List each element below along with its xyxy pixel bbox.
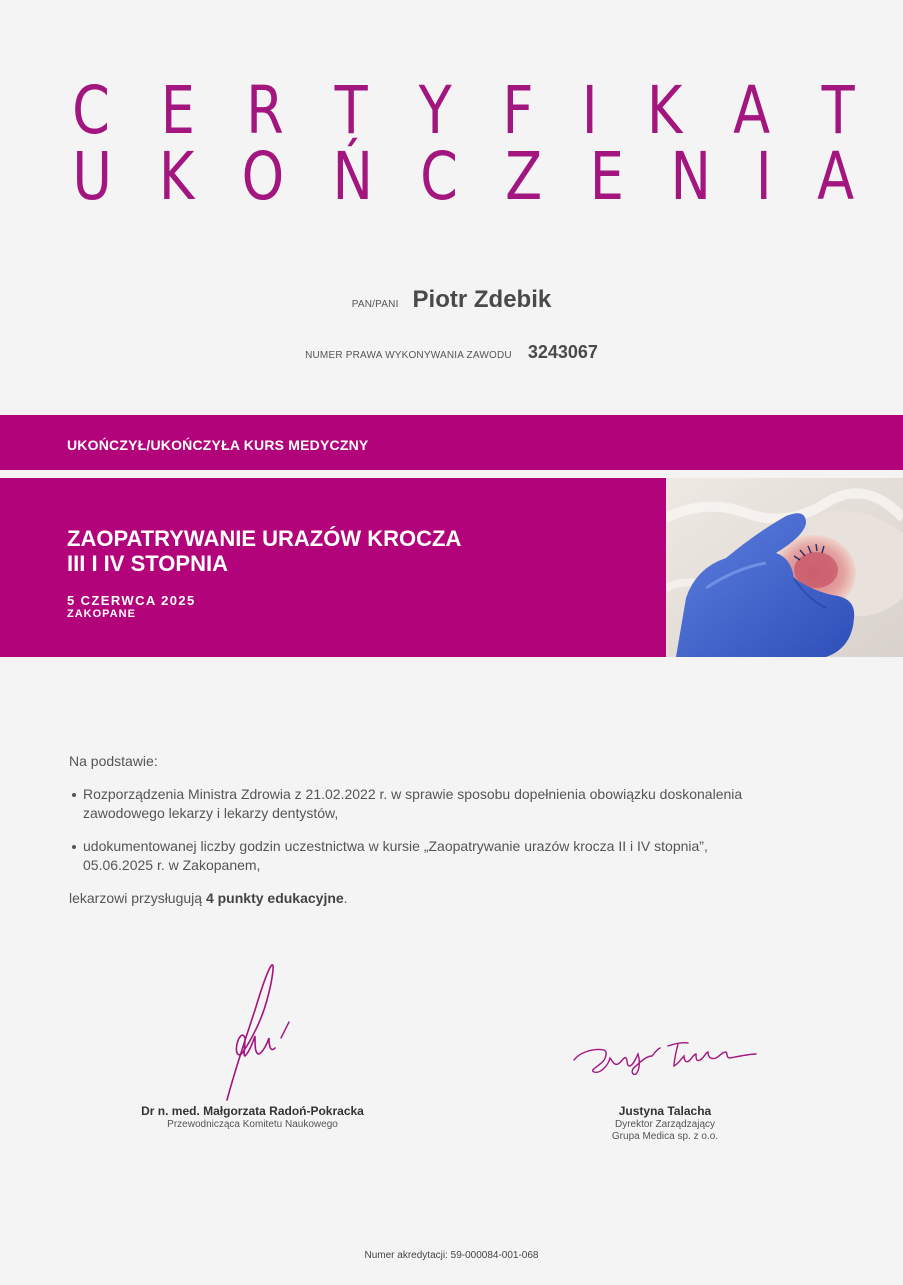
left-signatory-role: Przewodnicząca Komitetu Naukowego <box>167 1119 338 1130</box>
course-photo <box>666 478 903 657</box>
basis-item1-line1: Rozporządzenia Ministra Zdrowia z 21.02.2022 r. w sprawie sposobu dopełnienia obowiązku doskonalenia <box>83 786 743 802</box>
points-prefix: lekarzowi przysługują <box>69 890 206 906</box>
title-letter: C <box>420 138 459 215</box>
course-title-line1: ZAOPATRYWANIE URAZÓW KROCZA <box>67 526 462 551</box>
right-signatory-company: Grupa Medica sp. z o.o. <box>611 1131 719 1142</box>
right-signatory <box>560 1104 770 1143</box>
license-label: NUMER PRAWA WYKONYWANIA ZAWODU <box>305 350 512 361</box>
accreditation-number: Numer akredytacji: 59-000084-001-068 <box>364 1250 539 1261</box>
points-value: 4 punkty edukacyjne <box>205 890 344 906</box>
title-letter: Ń <box>332 138 374 215</box>
title-letter: N <box>670 138 712 215</box>
title-letter: E <box>589 138 624 215</box>
title-line-ukonczenia <box>68 138 858 215</box>
title-letter: O <box>242 138 285 215</box>
recipient-row <box>0 286 903 314</box>
right-signatory-role: Dyrektor Zarządzający <box>614 1119 716 1130</box>
title-letter: I <box>756 138 773 215</box>
right-signature-image <box>570 1030 760 1078</box>
completed-label: UKOŃCZYŁ/UKOŃCZYŁA KURS MEDYCZNY <box>67 437 369 453</box>
title-letter: A <box>816 138 854 215</box>
basis-lead: Na podstawie: <box>69 753 158 769</box>
title-letter: C <box>72 72 110 149</box>
basis-item2-line1: udokumentowanej liczby godzin uczestnictwa w kursie „Zaopatrywanie urazów krocza II i IV stopnia”, <box>83 838 708 854</box>
course-title <box>67 526 587 576</box>
title-letter: I <box>581 72 598 149</box>
title-letter: U <box>72 138 112 215</box>
title-letter: K <box>646 72 682 149</box>
basis-item1-line2: zawodowego lekarzy i lekarzy dentystów, <box>83 805 339 821</box>
recipient-name: Piotr Zdebik <box>412 286 552 313</box>
recipient-name-label: PAN/PANI <box>351 299 399 310</box>
title-letter: T <box>335 72 369 149</box>
left-signatory <box>100 1104 405 1131</box>
license-number: 3243067 <box>527 342 598 362</box>
title-letter: K <box>159 138 195 215</box>
points-suffix: . <box>343 890 348 906</box>
title-letter: R <box>246 72 285 149</box>
education-points-statement <box>69 889 829 908</box>
title-letter: T <box>821 72 855 149</box>
course-date: 5 CZERWCA 2025 <box>67 593 196 608</box>
title-letter: E <box>161 72 196 149</box>
list-item <box>69 837 829 875</box>
title-letter: A <box>733 72 771 149</box>
title-letter: Y <box>418 72 452 149</box>
license-row <box>0 342 903 363</box>
course-place: ZAKOPANE <box>67 608 136 620</box>
course-title-line2: III I IV STOPNIA <box>67 551 228 576</box>
completed-band <box>0 415 903 470</box>
title-letter: F <box>502 72 534 149</box>
left-signatory-name: Dr n. med. Małgorzata Radoń-Pokracka <box>141 1104 364 1118</box>
left-signature-image <box>205 960 305 1105</box>
basis-list <box>69 785 829 875</box>
title-line-certyfikat <box>68 72 858 149</box>
gloved-hand-suture-image <box>666 478 903 657</box>
right-signatory-name: Justyna Talacha <box>618 1104 712 1118</box>
title-letter: Z <box>505 138 543 215</box>
legal-basis <box>69 752 829 908</box>
list-item <box>69 785 829 823</box>
course-band <box>0 478 666 657</box>
basis-item2-line2: 05.06.2025 r. w Zakopanem, <box>83 857 261 873</box>
